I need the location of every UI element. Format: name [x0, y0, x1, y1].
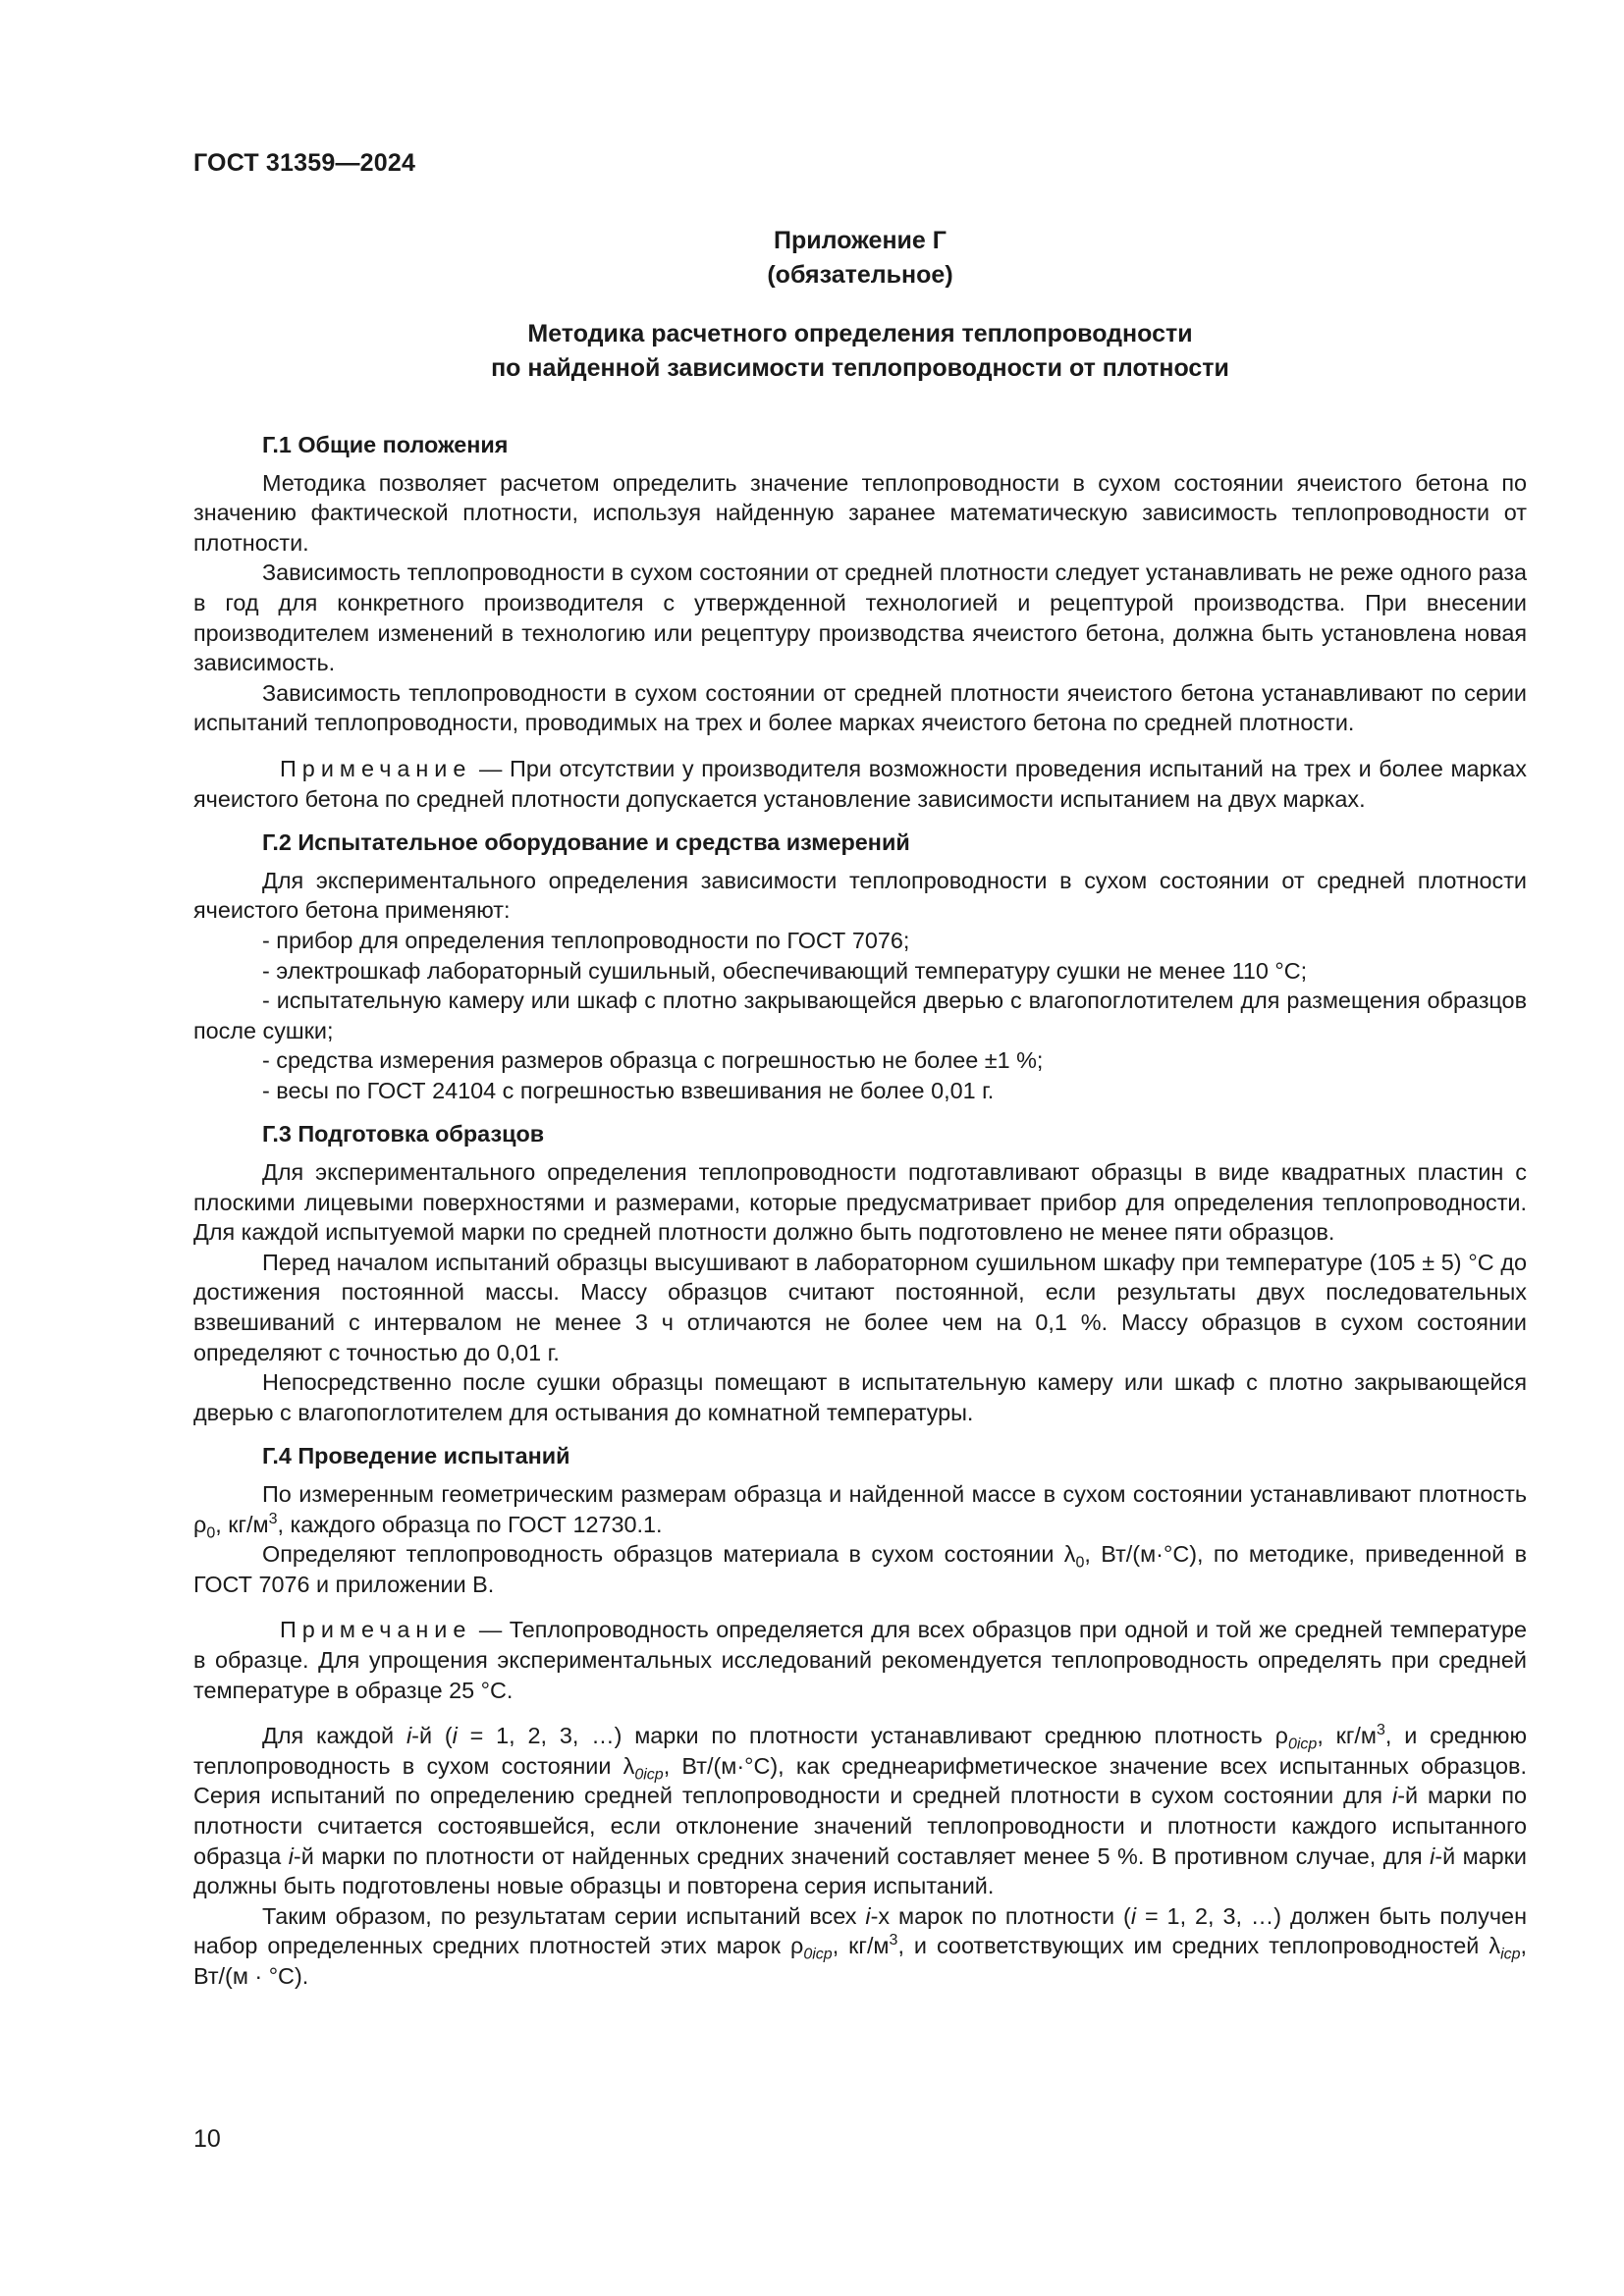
- paragraph: По измеренным геометрическим размерам образца и найденной массе в сухом состоянии устанавливают плотность $\rho_0$, $кг/м^3$, каждого образца по ГОСТ 12730.1.: [193, 1481, 1527, 1542]
- appendix-title-block: [193, 224, 1527, 293]
- note: [193, 754, 1527, 814]
- paragraph: Перед началом испытаний образцы высушивают в лабораторном сушильном шкафу при температуре (105 ± 5) °С до достижения постоянной массы. Массу образцов считают постоянной, если результаты двух последовательных взвешиваний с интервалом не менее 3 ч отличаются не более чем на 0,1 %. Массу образцов в сухом состоянии определяют с точностью до 0,01 г.: [193, 1249, 1527, 1365]
- paragraph: Зависимость теплопроводности в сухом состоянии от средней плотности ячеистого бетона устанавливают по серии испытаний теплопроводности, проводимых на трех и более марках ячеистого бетона по средней плотности.: [193, 679, 1527, 736]
- appendix-heading-line2: по найденной зависимости теплопроводности от плотности: [491, 354, 1229, 382]
- paragraph: Для экспериментального определения теплопроводности подготавливают образцы в виде квадратных пластин с плоскими лицевыми поверхностями и размерами, которые предусматривает прибор для определения теплопроводности. Для каждой испытуемой марки по средней плотности должно быть подготовлено не менее пяти образцов.: [193, 1159, 1527, 1246]
- list-item: - прибор для определения теплопроводности по ГОСТ 7076;: [262, 927, 910, 953]
- section-heading-g2: Г.2 Испытательное оборудование и средства измерений: [262, 829, 910, 856]
- paragraph: Таким образом, по результатам серии испытаний всех i-х марок по плотности (i = 1, 2, 3, …) должен быть получен набор определенных средних плотностей этих марок $\rho_{0icp}$, $кг/м^3$, и соответствующих им средних теплопроводностей $\lambda_{icp}$, Вт/(м · °С).: [193, 1902, 1528, 1989]
- appendix-heading-line1: Методика расчетного определения теплопроводности: [527, 320, 1193, 347]
- note-text: — При отсутствии у производителя возможности проведения испытаний на трех и более марках ячеистого бетона по средней плотности допускается установление зависимости испытанием на двух марках.: [193, 755, 1527, 812]
- document-code: ГОСТ 31359—2024: [193, 149, 416, 177]
- paragraph: Определяют теплопроводность образцов материала в сухом состоянии $\lambda_0$, Вт/(м·°С), по методике, приведенной в ГОСТ 7076 и приложении В.: [193, 1541, 1527, 1597]
- note-text: — Теплопроводность определяется для всех образцов при одной и той же средней температуре в образце. Для упрощения экспериментальных исследований рекомендуется теплопроводность определять при средней температуре в образце 25 °С.: [193, 1617, 1527, 1703]
- list-item: - электрошкаф лабораторный сушильный, обеспечивающий температуру сушки не менее 110 °С;: [262, 957, 1308, 984]
- appendix-status: (обязательное): [767, 261, 953, 289]
- note-label: Примечание: [280, 1617, 472, 1643]
- page-number: 10: [193, 2125, 221, 2153]
- paragraph: Зависимость теплопроводности в сухом состоянии от средней плотности следует устанавливать не реже одного раза в год для конкретного производителя с утвержденной технологией и рецептурой производства. При внесении производителем изменений в технологию или рецептуру производства ячеистого бетона, должна быть установлена новая зависимость.: [193, 560, 1527, 676]
- note-label: Примечание: [280, 755, 472, 781]
- note: [193, 1615, 1527, 1705]
- section-heading-g4: Г.4 Проведение испытаний: [262, 1443, 570, 1469]
- list-item: - средства измерения размеров образца с погрешностью не более ±1 %;: [262, 1047, 1044, 1074]
- list-item: - весы по ГОСТ 24104 с погрешностью взвешивания не более 0,01 г.: [262, 1077, 995, 1103]
- paragraph: Методика позволяет расчетом определить значение теплопроводности в сухом состоянии ячеистого бетона по значению фактической плотности, используя найденную заранее математическую зависимость теплопроводности от плотности.: [193, 469, 1527, 556]
- paragraph: Непосредственно после сушки образцы помещают в испытательную камеру или шкаф с плотно закрывающейся дверью с влагопоглотителем для остывания до комнатной температуры.: [193, 1369, 1527, 1425]
- appendix-title: Приложение Г: [774, 227, 947, 254]
- paragraph: Для каждой i-й (i = 1, 2, 3, …) марки по плотности устанавливают среднюю плотность $\rho_{0icp}$, $кг/м^3$, и среднюю теплопроводность в сухом состоянии $\lambda_{0icp}$, Вт/(м·°С), как среднеарифметическое значение всех испытанных образцов. Серия испытаний по определению средней теплопроводности и средней плотности в сухом состоянии для i-й марки по плотности считается состоявшейся, если отклонение значений теплопроводности и плотности каждого испытанного образца i-й марки по плотности от найденных средних значений составляет менее 5 %. В противном случае, для i-й марки должны быть подготовлены новые образцы и повторена серия испытаний.: [193, 1722, 1527, 1899]
- appendix-heading-block: [193, 317, 1527, 386]
- section-heading-g3: Г.3 Подготовка образцов: [262, 1121, 545, 1148]
- paragraph: Для экспериментального определения зависимости теплопроводности в сухом состоянии от средней плотности ячеистого бетона применяют:: [193, 867, 1527, 924]
- document-body: [193, 430, 1527, 1992]
- list-item: - испытательную камеру или шкаф с плотно закрывающейся дверью с влагопоглотителем для размещения образцов после сушки;: [193, 988, 1527, 1043]
- section-heading-g1: Г.1 Общие положения: [262, 432, 509, 457]
